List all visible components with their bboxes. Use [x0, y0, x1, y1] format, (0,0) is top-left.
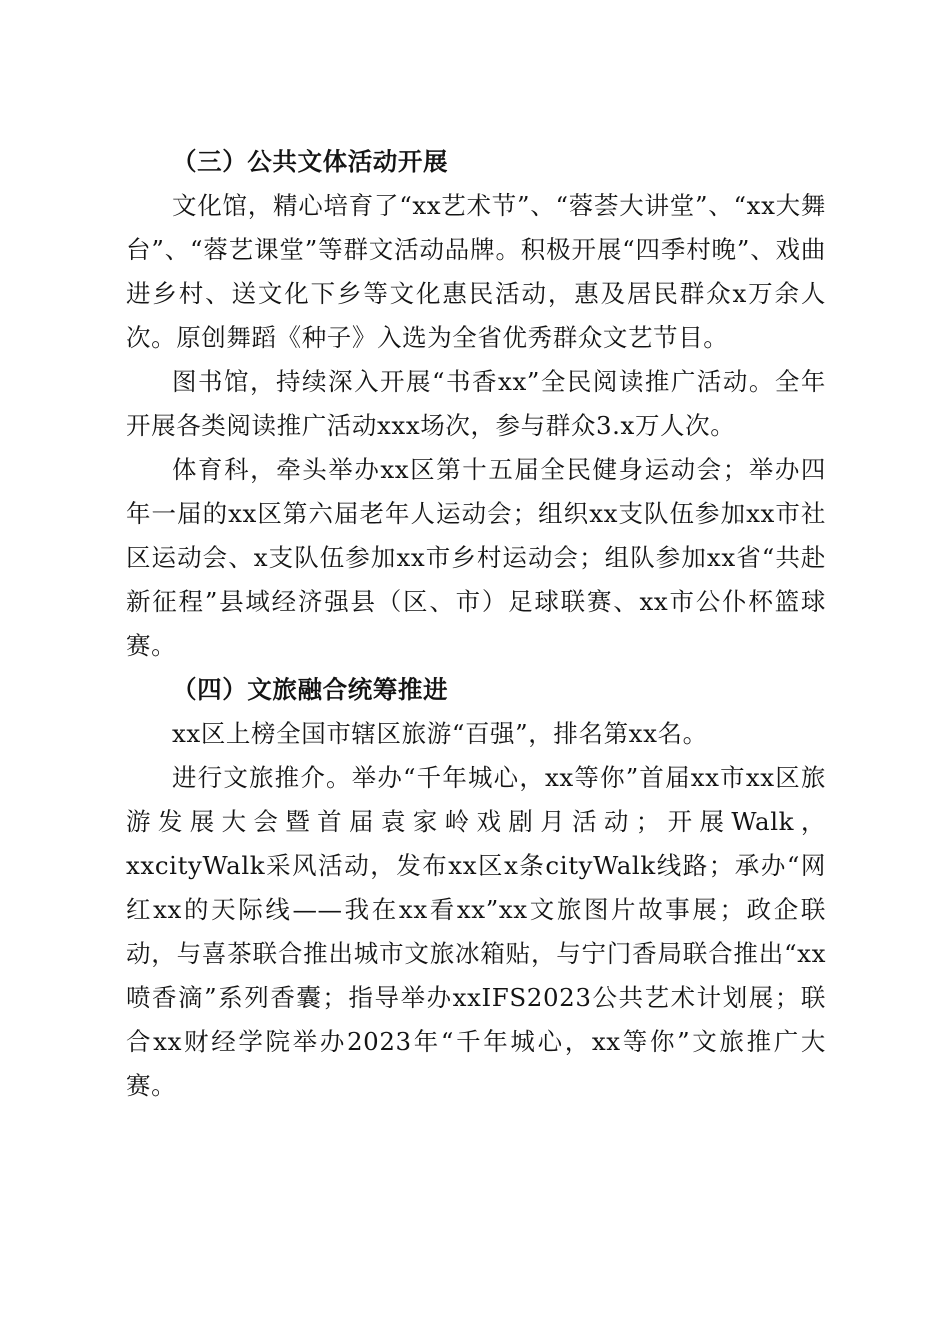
- paragraph-library: 图书馆，持续深入开展“书香xx”全民阅读推广活动。全年开展各类阅读推广活动xxx场次，参与群众3.x万人次。: [126, 367, 826, 440]
- paragraph-tourism-ranking: xx区上榜全国市辖区旅游“百强”，排名第xx名。: [172, 719, 708, 748]
- section-heading-public-culture-sports: （三）公共文体活动开展: [172, 147, 449, 176]
- section-heading-culture-tourism-integration: （四）文旅融合统筹推进: [172, 675, 449, 704]
- document-body: [126, 140, 826, 1108]
- paragraph-tourism-promotion: 进行文旅推介。举办“千年城心，xx等你”首届xx市xx区旅游发展大会暨首届袁家岭戏剧月活动；开展Walk，xxcityWalk采风活动，发布xx区x条cityWalk线路；承办“网红xx的天际线——我在xx看xx”xx文旅图片故事展；政企联动，与喜茶联合推出城市文旅冰箱贴，与宁门香局联合推出“xx喷香滴”系列香囊；指导举办xxIFS2023公共艺术计划展；联合xx财经学院举办2023年“千年城心，xx等你”文旅推广大赛。: [126, 763, 826, 1100]
- paragraph-culture-center: 文化馆，精心培育了“xx艺术节”、“蓉荟大讲堂”、“xx大舞台”、“蓉艺课堂”等群文活动品牌。积极开展“四季村晚”、戏曲进乡村、送文化下乡等文化惠民活动，惠及居民群众x万余人次。原创舞蹈《种子》入选为全省优秀群众文艺节目。: [126, 191, 826, 352]
- paragraph-sports-department: 体育科，牵头举办xx区第十五届全民健身运动会；举办四年一届的xx区第六届老年人运动会；组织xx支队伍参加xx市社区运动会、x支队伍参加xx市乡村运动会；组队参加xx省“共赴新征程”县域经济强县（区、市）足球联赛、xx市公仆杯篮球赛。: [126, 455, 826, 660]
